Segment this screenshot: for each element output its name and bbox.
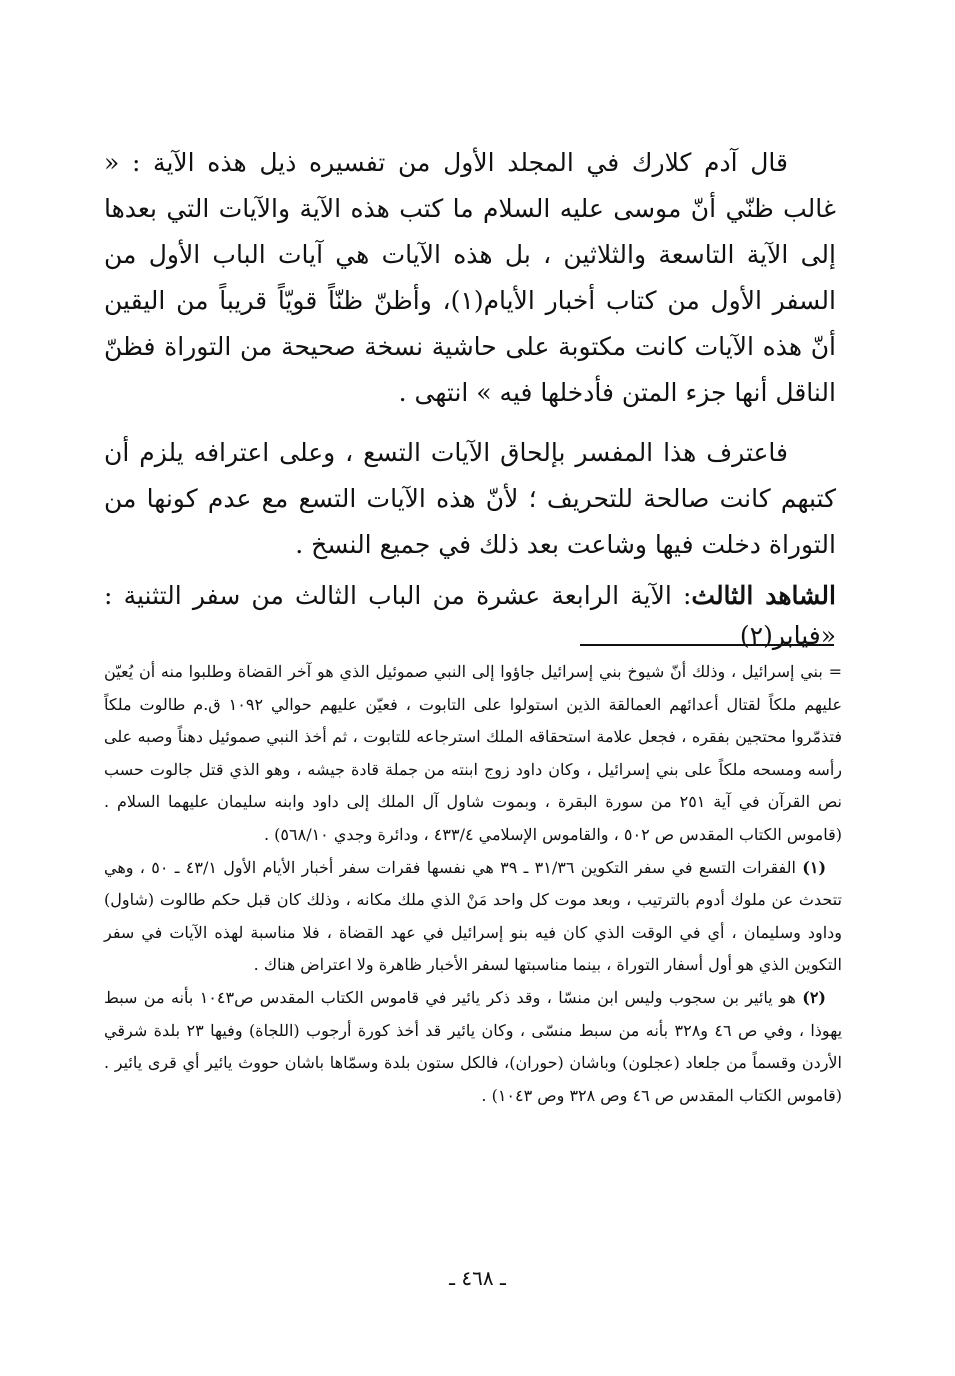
footnote-2 bbox=[104, 982, 842, 1112]
footnotes bbox=[104, 656, 842, 1112]
paragraph-adam-clarke-quote: قال آدم كلارك في المجلد الأول من تفسيره ذيل هذه الآية : « غالب ظنّي أنّ موسى عليه السلام ما كتب هذه الآية والآيات التي بعدها إلى الآية التاسعة والثلاثين ، بل هذه الآيات هي آيات الباب الأول من السفر الأول من كتاب أخبار الأيام(١)، وأظنّ ظنّاً قويّاً قريباً من اليقين أنّ هذه الآيات كانت مكتوبة على حاشية نسخة صحيحة من التوراة فظنّ الناقل أنها جزء المتن فأدخلها فيه » انتهى . bbox=[104, 148, 836, 407]
paragraph-commentary: فاعترف هذا المفسر بإلحاق الآيات التسع ، وعلى اعترافه يلزم أن كتبهم كانت صالحة للتحريف ؛ لأنّ هذه الآيات التسع مع عدم كونها من التوراة دخلت فيها وشاعت بعد ذلك في جميع النسخ . bbox=[104, 438, 836, 559]
witness-label: الشاهد الثالث bbox=[691, 581, 836, 610]
footnote-1-text: الفقرات التسع في سفر التكوين ٣١/٣٦ ـ ٣٩ هي نفسها فقرات سفر أخبار الأيام الأول ٤٣/١ ـ ٥٠ ، وهي تتحدث عن ملوك أدوم بالترتيب ، وبعد موت كل واحد مَنْ الذي ملك مكانه ، وذلك كان قبل حكم طالوت (شاول) وداود وسليمان ، أي في الوقت الذي كان فيه بنو إسرائيل في عهد القضاة ، فلا مناسبة لهذه الآيات في سفر التكوين الذي هو أول أسفار التوراة ، بينما مناسبتها لسفر الأخبار ظاهرة ولا اعتراض هناك . bbox=[104, 857, 842, 975]
witness-text: : الآية الرابعة عشرة من الباب الثالث من سفر التثنية : «فيابر(٢) bbox=[104, 581, 836, 650]
main-text bbox=[104, 140, 836, 656]
footnote-2-text: هو يائير بن سجوب وليس ابن منسّا ، وقد ذكر يائير في قاموس الكتاب المقدس ص١٠٤٣ بأنه من سبط يهوذا ، وفي ص ٤٦ و٣٢٨ بأنه من سبط منسّى ، وكان يائير قد أخذ كورة أرجوب (اللجاة) وفيها ٢٣ بلدة شرقي الأردن وقسماً من جلعاد (عجلون) وباشان (حوران)، فالكل ستون بلدة وسمّاها باشان حووث يائير أي قرى يائير . (قاموس الكتاب المقدس ص ٤٦ وص ٣٢٨ وص ١٠٤٣) . bbox=[104, 987, 843, 1105]
footnote-1-marker: (١) bbox=[802, 857, 827, 877]
footnote-continuation: = بني إسرائيل ، وذلك أنّ شيوخ بني إسرائيل جاؤوا إلى النبي صموئيل الذي هو آخر القضاة وطلبوا منه أن يُعيّن عليهم ملكاً لقتال أعدائهم العمالقة الذين استولوا على التابوت ، فعيّن عليهم حوالي ١٠٩٢ ق.م طالوت ملكاً فتذمّروا محتجين بفقره ، فجعل علامة استحقاقه الملك استرجاعه للتابوت ، ثم أخذ النبي صموئيل دهناً وصبه على رأسه ومسحه ملكاً على بني إسرائيل ، وكان داود زوج ابنته من جملة قادة جيشه ، وهو الذي قتل جالوت حسب نص القرآن في آية ٢٥١ من سورة البقرة ، وبموت شاول آل الملك إلى داود وابنه سليمان عليهما السلام . (قاموس الكتاب المقدس ص ٥٠٢ ، والقاموس الإسلامي ٤٣٣/٤ ، ودائرة وجدي ٥٦٨/١٠) . bbox=[104, 662, 843, 844]
footnote-2-marker: (٢) bbox=[802, 987, 826, 1007]
page-number: ـ ٤٦٨ ـ bbox=[449, 1266, 506, 1290]
footnote-separator bbox=[580, 644, 834, 646]
footnote-1 bbox=[104, 852, 842, 982]
